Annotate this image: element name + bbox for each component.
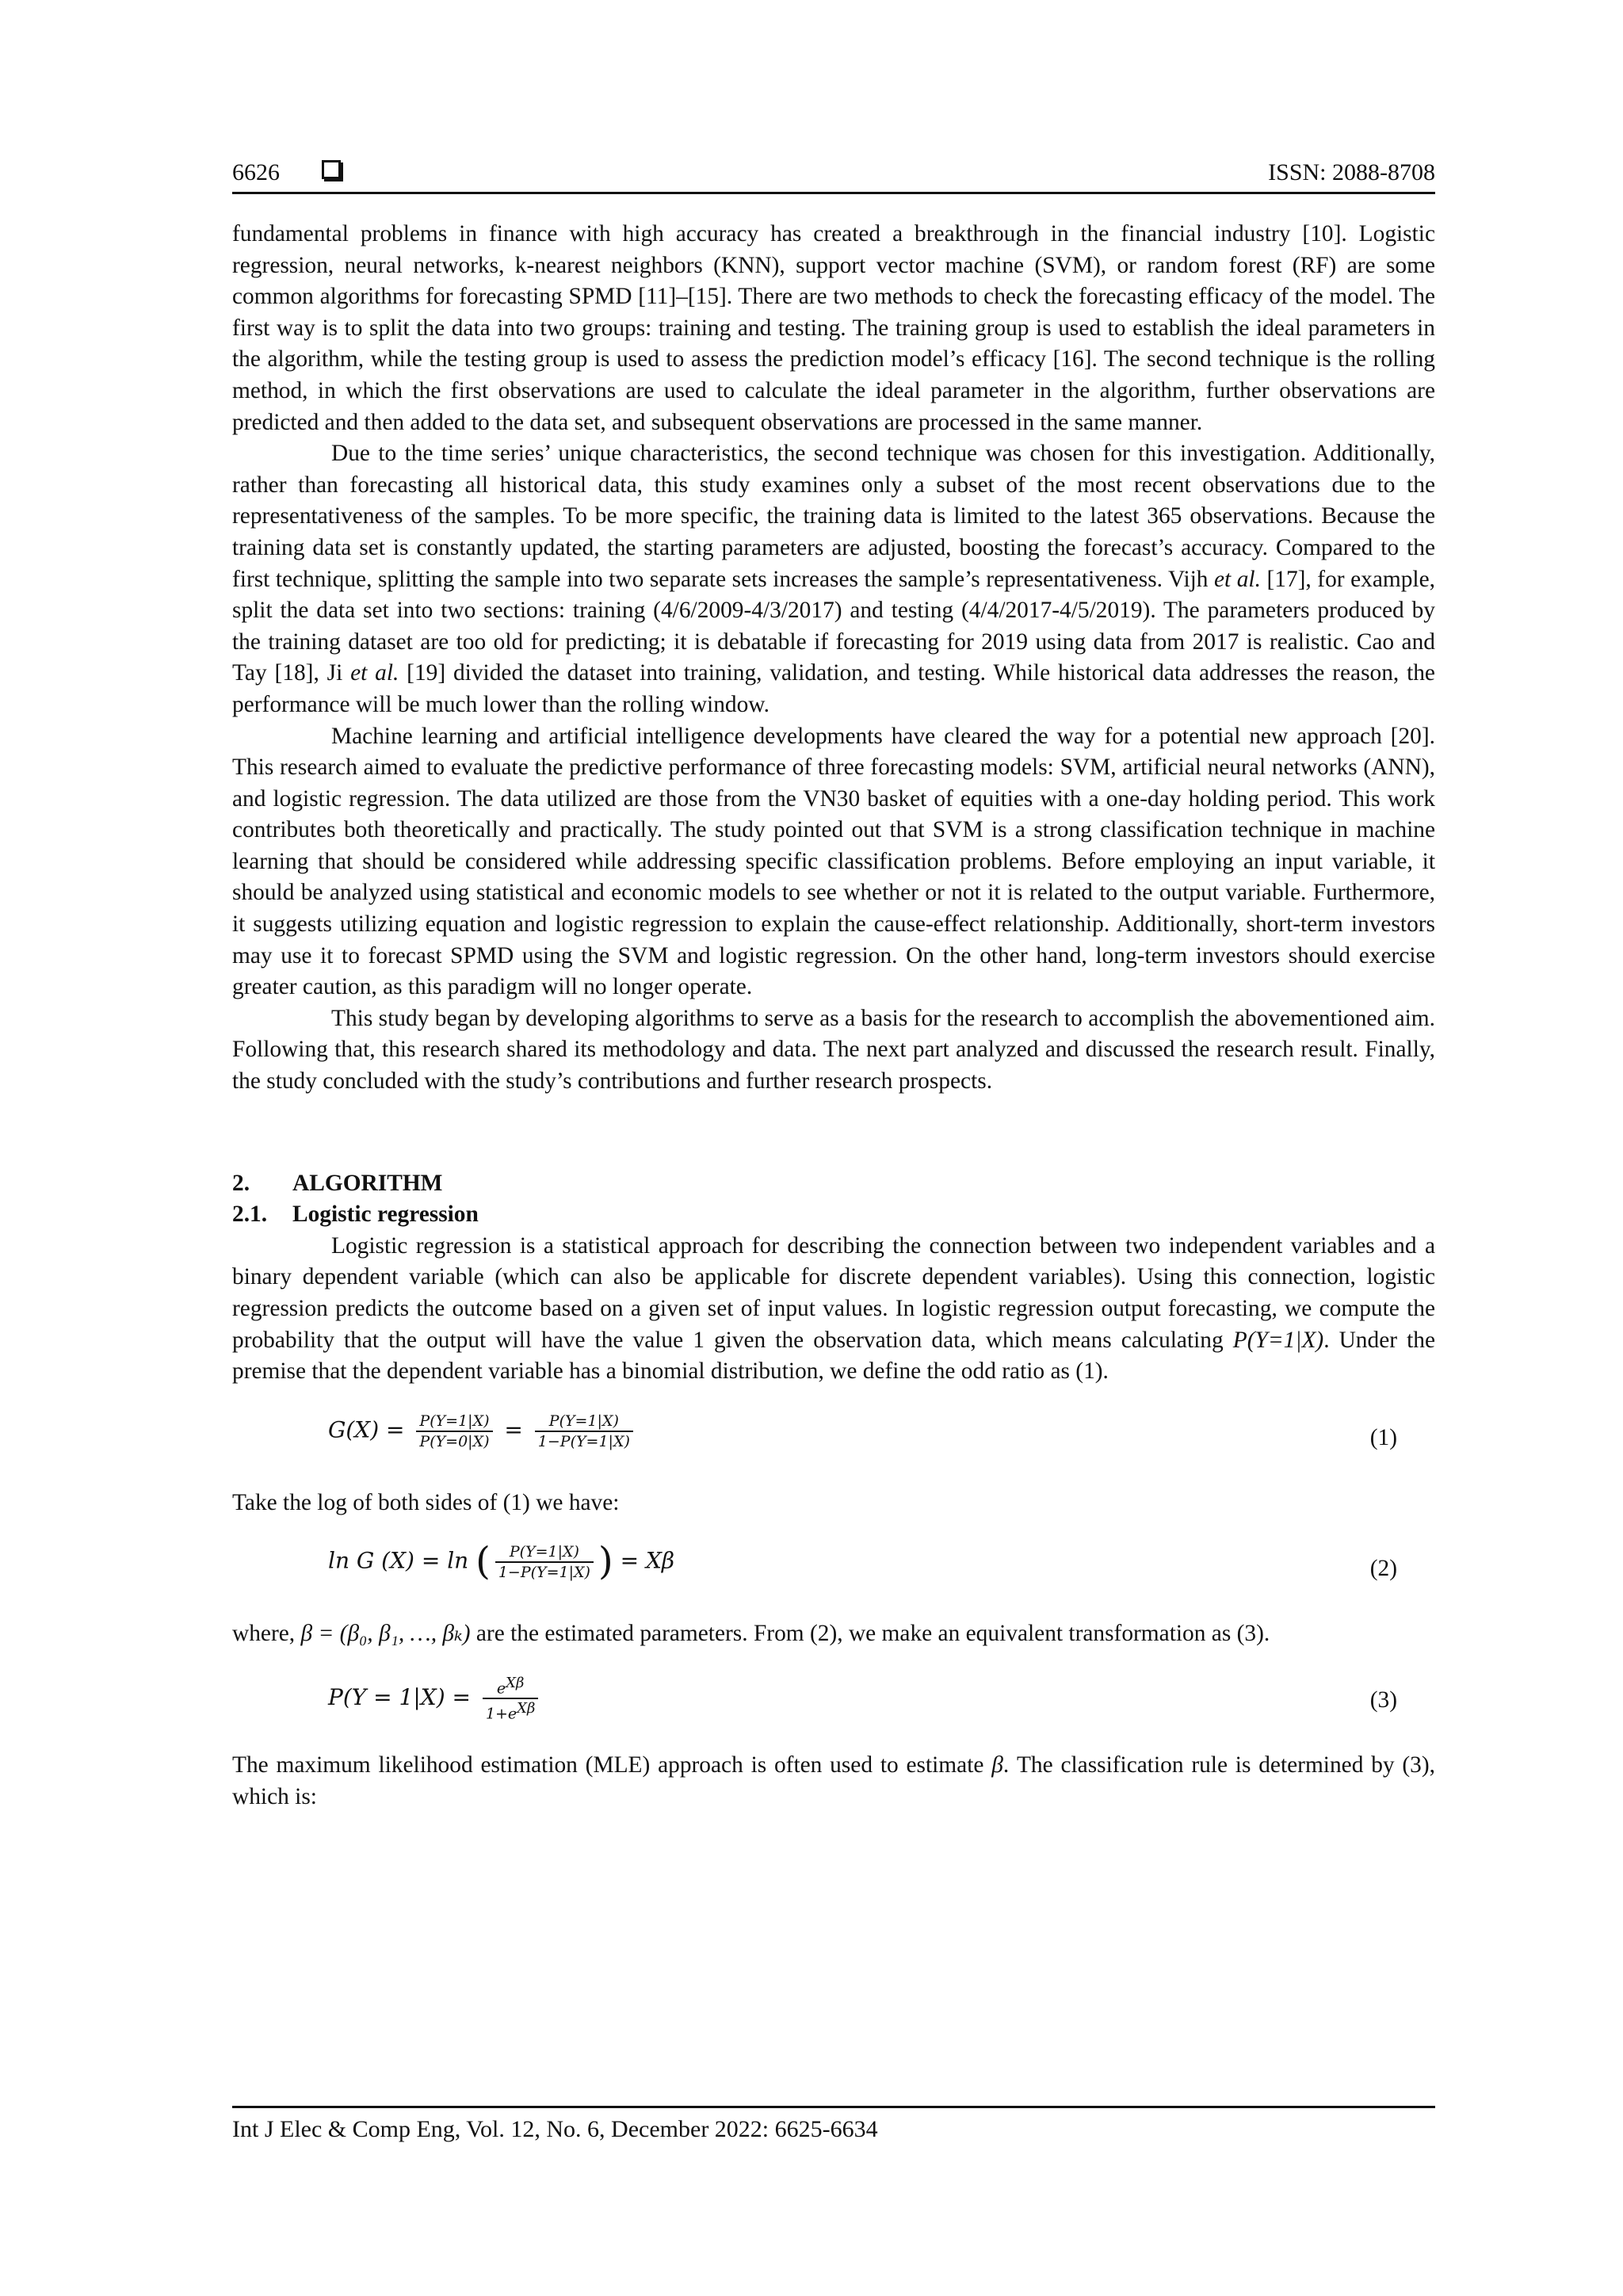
eq2-denominator: 1−P(Y=1|X) bbox=[498, 1564, 590, 1582]
subsection-heading bbox=[232, 1199, 1435, 1231]
section-title: ALGORITHM bbox=[292, 1170, 443, 1196]
eq3-fraction bbox=[483, 1674, 539, 1724]
paragraph-logistic bbox=[232, 1231, 1435, 1388]
equation-3-number: (3) bbox=[1369, 1687, 1397, 1713]
paragraph-take-log: Take the log of both sides of (1) we have: bbox=[232, 1489, 620, 1515]
eq3-numerator bbox=[483, 1674, 539, 1699]
beta-vector: β = (β₀, β₁, …, βₖ) bbox=[300, 1621, 471, 1647]
eq1-fraction-2 bbox=[535, 1412, 633, 1451]
section-heading bbox=[232, 1168, 1435, 1200]
eq1-f2-denominator: 1−P(Y=1|X) bbox=[537, 1432, 630, 1450]
header-rule bbox=[232, 192, 1435, 194]
paragraph-text: Due to the time series’ unique characteristics, the second technique was chosen for this investigation. Additionally, rather than forecasting all historical data, this study examines only a subset of the most recent observations due to the representativeness of the samples. To be more specific, the training data is limited to the latest 365 observations. Because the training data set is constantly updated, the starting parameters are adjusted, boosting the forecast’s accuracy. Compared to the first technique, splitting the sample into two separate sets increases the sample’s representativeness. Vijh bbox=[232, 441, 1435, 592]
eq1-f1-denominator: P(Y=0|X) bbox=[419, 1432, 490, 1450]
section-gap bbox=[232, 1098, 1435, 1168]
paragraph-mle bbox=[232, 1750, 1435, 1813]
running-header bbox=[232, 153, 1435, 194]
probability-expression: P(Y=1|X) bbox=[1232, 1327, 1324, 1353]
paragraph-text: . Under the premise that the dependent variable has a binomial distribution, we define the odd ratio as (1). bbox=[232, 1327, 1435, 1385]
eq1-equals: = bbox=[504, 1416, 523, 1443]
body-text bbox=[232, 219, 1435, 1813]
equation-2-math bbox=[328, 1539, 675, 1584]
eq2-fraction bbox=[495, 1542, 594, 1582]
eq3-lhs: P(Y = 1|X) = bbox=[328, 1683, 471, 1710]
eq3-den-exponent: Xβ bbox=[517, 1700, 536, 1717]
subsection-number: 2.1. bbox=[232, 1201, 268, 1228]
paragraph-text: [19] divided the dataset into training, validation, and testing. While historical data addresses the reason, the performance will be much lower than the rolling window. bbox=[232, 660, 1435, 717]
eq1-f2-numerator: P(Y=1|X) bbox=[535, 1412, 633, 1432]
footer-citation: Int J Elec & Comp Eng, Vol. 12, No. 6, December 2022: 6625-6634 bbox=[232, 2116, 878, 2142]
eq3-num-exponent: Xβ bbox=[506, 1674, 525, 1691]
issn: ISSN: 2088-8708 bbox=[1268, 159, 1435, 185]
paragraph-structure: This study began by developing algorithms to serve as a basis for the research to accomplish the abovementioned aim. Following that, this research shared its methodology and data. The next part analyzed and discussed the research result. Finally, the study concluded with the study’s contributions and further research prospects. bbox=[232, 1005, 1435, 1095]
eq3-den-base: 1+e bbox=[485, 1705, 517, 1723]
eq2-left-paren: ( bbox=[475, 1539, 491, 1584]
paragraph-text: [17], for example, split the data set into two sections: training (4/6/2009-4/3/2017) and testing (4/4/2017-4/5/2019). The parameters produced by the training dataset are too old for predicting; it is debatable if forecasting for 2019 using data from 2017 is realistic. Cao and Tay [18], Ji bbox=[232, 566, 1435, 686]
equation-1-math bbox=[328, 1412, 638, 1451]
footer-rule bbox=[232, 2106, 1435, 2108]
equation-1 bbox=[232, 1412, 1435, 1467]
equation-3 bbox=[232, 1674, 1435, 1729]
eq3-denominator bbox=[483, 1699, 539, 1723]
paragraph-text: . The classification rule is determined by (3), which is: bbox=[232, 1752, 1435, 1809]
subsection-title: Logistic regression bbox=[292, 1201, 479, 1228]
paragraph-text: The maximum likelihood estimation (MLE) approach is often used to estimate bbox=[232, 1752, 992, 1778]
checkbox-square-icon bbox=[322, 160, 341, 179]
section-number: 2. bbox=[232, 1170, 250, 1196]
paragraph-contributions: Machine learning and artificial intelligence developments have cleared the way for a potential new approach [20]. This research aimed to evaluate the predictive performance of three forecasting models: SVM, artificial neural networks (ANN), and logistic regression. The data utilized are those from the VN30 basket of equities with a one-day holding period. This work contributes both theoretically and practically. The study pointed out that SVM is a strong classification technique in machine learning that should be considered while addressing specific classification problems. Before employing an input variable, it should be analyzed using statistical and economic models to see whether or not it is related to the output variable. Furthermore, it suggests utilizing equation and logistic regression to explain the cause-effect relationship. Additionally, short-term investors may use it to forecast SPMD using the SVM and logistic regression. On the other hand, long-term investors should exercise greater caution, as this paradigm will no longer operate. bbox=[232, 723, 1435, 1000]
paragraph-rolling-window bbox=[232, 438, 1435, 720]
et-al: et al. bbox=[350, 660, 399, 686]
equation-3-math bbox=[328, 1674, 543, 1724]
eq2-numerator: P(Y=1|X) bbox=[495, 1542, 594, 1563]
paragraph-where bbox=[232, 1618, 1435, 1650]
eq2-lhs: ln G (X) = ln bbox=[328, 1547, 469, 1574]
et-al: et al. bbox=[1214, 566, 1261, 592]
paragraph-text: are the estimated parameters. From (2), we make an equivalent transformation as (3). bbox=[470, 1621, 1270, 1647]
eq2-right-paren: ) bbox=[598, 1539, 613, 1584]
equation-2-number: (2) bbox=[1369, 1556, 1397, 1582]
eq2-rhs: = Xβ bbox=[620, 1547, 675, 1574]
paragraph-text: where, bbox=[232, 1621, 301, 1647]
page-number: 6626 bbox=[232, 159, 280, 185]
paragraph-text: Logistic regression is a statistical approach for describing the connection between two independent variables and a binary dependent variable (which can also be applicable for discrete dependent variables). Using this connection, logistic regression predicts the outcome based on a given set of input values. In logistic regression output forecasting, we compute the probability that the output will have the value 1 given the observation data, which means calculating bbox=[232, 1232, 1435, 1353]
equation-1-number: (1) bbox=[1369, 1424, 1397, 1450]
eq1-f1-numerator: P(Y=1|X) bbox=[416, 1412, 492, 1432]
paragraph-continuation: fundamental problems in finance with high accuracy has created a breakthrough in the financial industry [10]. Logistic regression, neural networks, k-nearest neighbors (KNN), support vector machine (SVM), or random forest (RF) are some common algorithms for forecasting SPMD [11]–[15]. There are two methods to check the forecasting efficacy of the model. The first way is to split the data into two groups: training and testing. The training group is used to establish the ideal parameters in the algorithm, while the testing group is used to assess the prediction model’s efficacy [16]. The second technique is the rolling method, in which the first observations are used to calculate the ideal parameter in the algorithm, further observations are predicted and then added to the data set, and subsequent observations are processed in the same manner. bbox=[232, 221, 1435, 435]
eq3-num-base: e bbox=[496, 1679, 506, 1698]
beta-symbol: β bbox=[991, 1752, 1003, 1778]
eq1-lhs: G(X) = bbox=[328, 1416, 405, 1443]
eq1-fraction-1 bbox=[416, 1412, 492, 1451]
equation-2 bbox=[232, 1539, 1435, 1598]
